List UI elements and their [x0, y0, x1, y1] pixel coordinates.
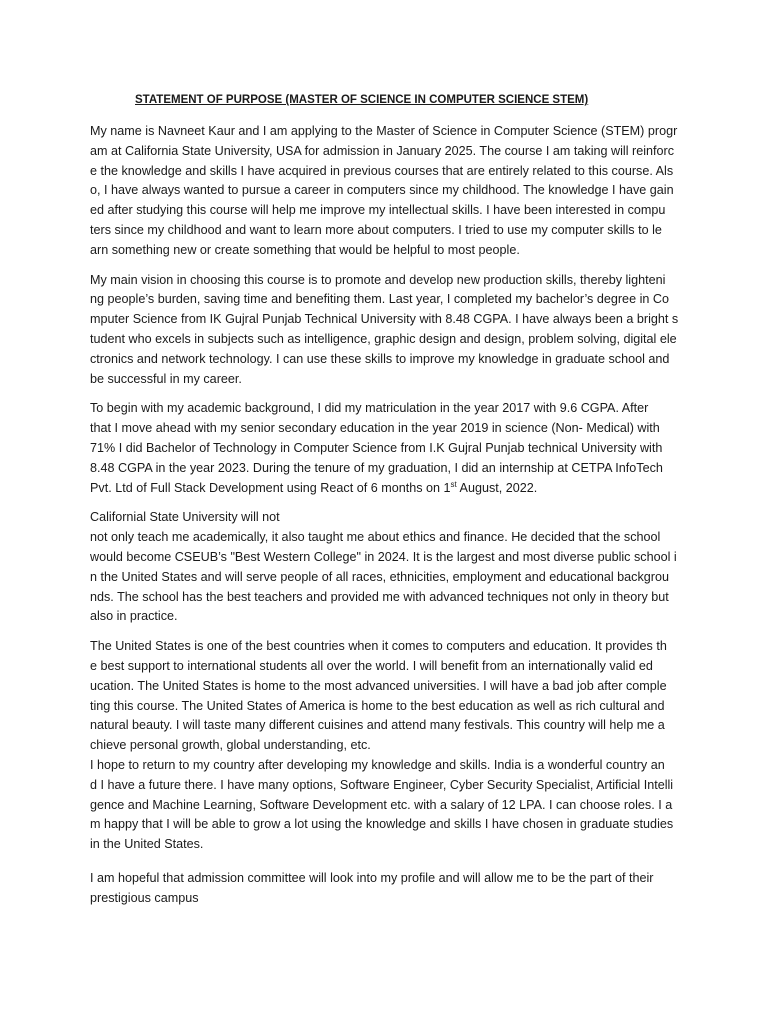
- text-line: n the United States and will serve people of all races, ethnicities, employment and educational backgrou: [90, 569, 669, 584]
- text-line: am at California State University, USA for admission in January 2025. The course I am taking will reinforc: [90, 143, 674, 158]
- paragraph-united-states: [90, 637, 678, 855]
- text-line: My main vision in choosing this course is to promote and develop new production skills, thereby lighteni: [90, 272, 666, 287]
- paragraph-academic-background: [90, 399, 678, 498]
- text-line: To begin with my academic background, I did my matriculation in the year 2017 with 9.6 CGPA. After: [90, 401, 649, 416]
- text-line: The United States is one of the best countries when it comes to computers and education. It provides th: [90, 639, 667, 654]
- text-line: I am hopeful that admission committee will look into my profile and will allow me to be the part of their: [90, 870, 654, 885]
- text-line: Californial State University will not: [90, 510, 280, 525]
- text-line: I hope to return to my country after developing my knowledge and skills. India is a wonderful country an: [90, 757, 665, 772]
- text-line: ting this course. The United States of America is home to the best education as well as rich cultural and: [90, 698, 665, 713]
- paragraph-introduction: [90, 122, 678, 261]
- text-line: ng people’s burden, saving time and benefiting them. Last year, I completed my bachelor’s degree in Co: [90, 292, 669, 307]
- paragraph-university: [90, 508, 678, 627]
- text-line: also in practice.: [90, 609, 178, 624]
- text-line: ctronics and network technology. I can use these skills to improve my knowledge in graduate school and: [90, 351, 670, 366]
- text-line: gence and Machine Learning, Software Development etc. with a salary of 12 LPA. I can choose roles. I a: [90, 797, 673, 812]
- text-line: nds. The school has the best teachers and provided me with advanced techniques not only in theory but: [90, 589, 669, 604]
- paragraph-vision: [90, 271, 678, 390]
- paragraph-conclusion: [90, 869, 678, 909]
- text-line: m happy that I will be able to grow a lot using the knowledge and skills I have chosen in graduate studies: [90, 817, 674, 832]
- document-title: STATEMENT OF PURPOSE (MASTER OF SCIENCE IN COMPUTER SCIENCE STEM): [135, 94, 589, 106]
- text-line: ters since my childhood and want to learn more about computers. I tried to use my computer skills to le: [90, 222, 662, 237]
- text-line: [90, 479, 678, 499]
- text-line: chieve personal growth, global understanding, etc.: [90, 738, 371, 753]
- text-line: My name is Navneet Kaur and I am applying to the Master of Science in Computer Science (STEM) progr: [90, 124, 678, 138]
- text-line: o, I have always wanted to pursue a career in computers since my childhood. The knowledge I have gain: [90, 183, 674, 198]
- text-line: natural beauty. I will taste many different cuisines and attend many festivals. This country will help me a: [90, 718, 665, 733]
- text-line: be successful in my career.: [90, 371, 242, 386]
- text-segment: August, 2022.: [456, 480, 538, 495]
- text-line: prestigious campus: [90, 890, 199, 905]
- text-line: arn something new or create something that would be helpful to most people.: [90, 242, 520, 257]
- ordinal-superscript: st: [450, 479, 457, 489]
- text-line: not only teach me academically, it also taught me about ethics and finance. He decided that the school: [90, 530, 661, 545]
- text-line: would become CSEUB’s "Best Western College" in 2024. It is the largest and most diverse public school i: [90, 549, 677, 564]
- text-line: ed after studying this course will help me improve my intellectual skills. I have been interested in compu: [90, 203, 666, 218]
- text-line: ucation. The United States is home to the most advanced universities. I will have a bad job after comple: [90, 678, 667, 693]
- text-line: mputer Science from IK Gujral Punjab Technical University with 8.48 CGPA. I have always been a bright s: [90, 312, 679, 327]
- text-segment: Pvt. Ltd of Full Stack Development using React of 6 months on 1: [90, 480, 451, 495]
- text-line: 8.48 CGPA in the year 2023. During the tenure of my graduation, I did an internship at CETPA InfoTech: [90, 460, 663, 475]
- text-line: in the United States.: [90, 837, 204, 852]
- text-line: e the knowledge and skills I have acquired in previous courses that are entirely related to this course. Als: [90, 163, 674, 178]
- text-line: 71% I did Bachelor of Technology in Computer Science from I.K Gujral Punjab technical University with: [90, 440, 663, 455]
- text-line: that I move ahead with my senior secondary education in the year 2019 in science (Non- Medical) with: [90, 421, 660, 436]
- text-line: e best support to international students all over the world. I will benefit from an internationally valid ed: [90, 658, 653, 673]
- text-line: tudent who excels in subjects such as intelligence, graphic design and design, problem solving, digital ele: [90, 331, 677, 346]
- text-line: d I have a future there. I have many options, Software Engineer, Cyber Security Specialist, Artificial Intelli: [90, 777, 674, 792]
